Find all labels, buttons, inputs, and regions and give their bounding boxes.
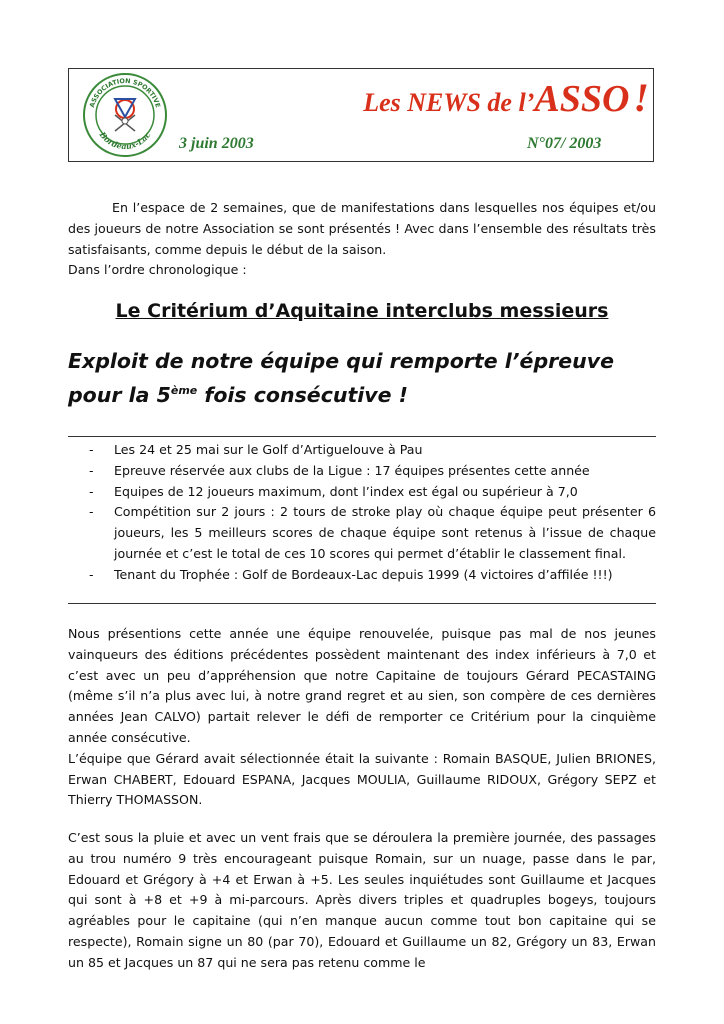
- body-paragraph: Nous présentions cette année une équipe renouvelée, puisque pas mal de nos jeunes vainqueurs des éditions précédentes possèdent maintenant des index inférieurs à 7,0 et c’est avec un peu d’appréhension que notre Capitaine de toujours Gérard PECASTAING (même s’il n’a plus avec lui, à notre grand regret et au sien, son compère de ces dernières années Jean CALVO) partait relever le défi de remporter ce Critérium pour la cinquième année consécutive. L’équipe que Gérard avait sélectionnée était la suivante : Romain BASQUE, Julien BRIONES, Erwan CHABERT, Edouard ESPANA, Jacques MOULIA, Guillaume RIDOUX, Grégory SEPZ et Thierry THOMASSON.: [68, 626, 656, 808]
- rule-top: [68, 436, 656, 437]
- issue-number: N°07/ 2003: [527, 135, 602, 152]
- rule-bottom: [68, 603, 656, 604]
- svg-text:ASSOCIATION SPORTIVE: ASSOCIATION SPORTIVE: [87, 76, 163, 109]
- list-item: - Compétition sur 2 jours : 2 tours de stroke play où chaque équipe peut présenter 6 joueurs, les 5 meilleurs scores de chaque équipe sont retenus à l’issue de chaque journée et c’est le total de ces 10 scores qui permet d’établir le classement final.: [89, 504, 656, 561]
- newsletter-title: Les NEWS de l’ASSO !: [363, 75, 649, 120]
- list-item: - Equipes de 12 joueurs maximum, dont l’index est égal ou supérieur à 7,0: [89, 483, 578, 499]
- section-subtitle: Exploit de notre équipe qui remporte l’épreuve pour la 5ème fois consécutive !: [68, 349, 615, 407]
- list-item: - Les 24 et 25 mai sur le Golf d’Artiguelouve à Pau: [89, 442, 423, 457]
- info-list: [68, 440, 656, 586]
- list-item: - Epreuve réservée aux clubs de la Ligue : 17 équipes présentes cette année: [89, 462, 590, 478]
- intro-paragraph: En l’espace de 2 semaines, que de manifestations dans lesquelles nos équipes et/ou des joueurs de notre Association se sont présentés ! Avec dans l’ensemble des résultats très satisfaisants, comme depuis le début de la saison. Dans l’ordre chronologique :: [68, 200, 656, 278]
- club-logo: [81, 71, 169, 159]
- section-title: Le Critérium d’Aquitaine interclubs messieurs: [115, 300, 609, 322]
- body-paragraph: C’est sous la pluie et avec un vent frais que se déroulera la première journée, des passages au trou numéro 9 très encourageant puisque Romain, sur un nuage, passe dans le par, Edouard et Grégory à +4 et Erwan à +5. Les seules inquiétudes sont Guillaume et Jacques qui sont à +8 et +9 à mi-parcours. Après divers triples et quadruples bogeys, toujours agréables pour le capitaine (qui n’en manque aucun comme tout bon capitaine qui se respecte), Romain signe un 80 (par 70), Edouard et Guillaume un 82, Grégory un 83, Erwan un 85 et Jacques un 87 qui ne sera pas retenu comme le: [68, 830, 656, 970]
- issue-date: 3 juin 2003: [179, 135, 254, 152]
- newsletter-header: [68, 68, 654, 162]
- svg-text:Bordeaux-Lac: Bordeaux-Lac: [97, 129, 153, 152]
- list-item: - Tenant du Trophée : Golf de Bordeaux-Lac depuis 1999 (4 victoires d’affilée !!!): [89, 566, 613, 582]
